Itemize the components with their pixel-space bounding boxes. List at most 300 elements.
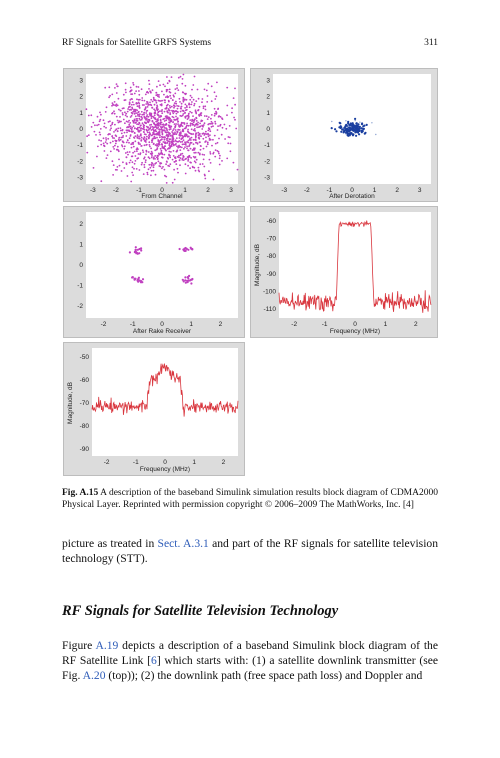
data-point: [106, 106, 108, 108]
data-point: [146, 139, 148, 141]
data-point: [175, 123, 177, 125]
data-point: [364, 133, 366, 135]
data-point: [118, 150, 120, 152]
data-point: [125, 99, 127, 101]
data-point: [235, 128, 237, 130]
data-point: [165, 108, 167, 110]
data-point: [218, 138, 220, 140]
data-point: [162, 134, 164, 136]
data-point: [152, 89, 154, 91]
data-point: [113, 148, 115, 150]
data-point: [126, 127, 128, 129]
data-point: [170, 126, 172, 128]
data-point: [173, 169, 175, 171]
data-point: [168, 101, 170, 103]
data-point: [185, 93, 187, 95]
data-point: [137, 105, 139, 107]
data-point: [132, 166, 134, 168]
data-point: [215, 113, 217, 115]
data-point: [121, 144, 123, 146]
data-point: [141, 139, 143, 141]
data-point: [357, 123, 359, 125]
data-point: [187, 129, 189, 131]
data-point: [129, 162, 131, 164]
data-point: [189, 279, 191, 281]
data-point: [188, 113, 190, 115]
data-point: [175, 139, 177, 141]
data-point: [191, 97, 193, 99]
figure-link[interactable]: A.19: [95, 639, 119, 652]
data-point: [180, 132, 182, 134]
data-point: [121, 170, 123, 172]
data-point: [194, 128, 196, 130]
paragraph-2: Figure A.19 depicts a description of a baseband Simulink block diagram of the RF Satellite Link [6] which starts with: (1) a satellite downlink transmitter (see Fig. A.20 (top)); (2) the downlink path (free space path loss) and Doppler and: [62, 639, 439, 682]
data-point: [181, 123, 183, 125]
panel-from-channel: [63, 68, 245, 202]
data-point: [125, 82, 127, 84]
data-point: [153, 99, 155, 101]
data-point: [174, 179, 176, 181]
data-point: [179, 160, 181, 162]
data-point: [148, 136, 150, 138]
data-point: [132, 152, 134, 154]
data-point: [338, 126, 340, 128]
data-point: [157, 94, 159, 96]
data-point: [130, 87, 132, 89]
data-point: [120, 130, 122, 132]
data-point: [117, 149, 119, 151]
x-tick-label: 1: [383, 321, 388, 328]
data-point: [214, 98, 216, 100]
data-point: [138, 86, 140, 88]
data-point: [182, 249, 184, 251]
data-point: [107, 134, 109, 136]
data-point: [193, 167, 195, 169]
data-point: [165, 96, 167, 98]
data-point: [126, 142, 128, 144]
data-point: [179, 164, 181, 166]
data-point: [103, 119, 105, 121]
x-tick-label: 0: [160, 321, 164, 328]
data-point: [143, 127, 145, 129]
x-tick-label: 2: [206, 187, 210, 194]
x-axis-label: From Channel: [141, 193, 183, 200]
data-point: [193, 152, 195, 154]
caption-text: A description of the baseband Simulink simulation results block diagram of CDMA2000 Physical Layer. Reprinted with permission copyright © 2006–2009 The MathWorks, Inc. [4]: [62, 488, 438, 510]
data-point: [122, 108, 124, 110]
data-point: [140, 130, 142, 132]
data-point: [145, 161, 147, 163]
data-point: [168, 151, 170, 153]
data-point: [134, 119, 136, 121]
y-axis-label: Magnitude, dB: [254, 244, 261, 286]
data-point: [215, 143, 217, 145]
data-point: [194, 76, 196, 78]
page-number: 311: [424, 38, 438, 48]
data-point: [145, 112, 147, 114]
data-point: [190, 95, 192, 97]
data-point: [133, 104, 135, 106]
data-point: [186, 105, 188, 107]
data-point: [130, 116, 132, 118]
data-point: [176, 110, 178, 112]
data-point: [177, 123, 179, 125]
data-point: [128, 124, 130, 126]
data-point: [182, 99, 184, 101]
data-point: [138, 277, 140, 279]
data-point: [175, 101, 177, 103]
data-point: [170, 97, 172, 99]
data-point: [214, 156, 216, 158]
data-point: [129, 251, 131, 253]
data-point: [136, 136, 138, 138]
data-point: [198, 138, 200, 140]
data-point: [197, 122, 199, 124]
data-point: [207, 95, 209, 97]
data-point: [116, 85, 118, 87]
data-point: [118, 159, 120, 161]
data-point: [106, 157, 108, 159]
data-point: [166, 161, 168, 163]
y-tick-label: 3: [266, 77, 270, 85]
data-point: [130, 160, 132, 162]
data-point: [151, 126, 153, 128]
data-point: [119, 165, 121, 167]
data-point: [229, 125, 231, 127]
data-point: [192, 115, 194, 117]
data-point: [191, 278, 193, 280]
data-point: [108, 86, 110, 88]
data-point: [197, 124, 199, 126]
data-point: [176, 145, 178, 147]
plot-area: [86, 212, 238, 318]
data-point: [140, 124, 142, 126]
data-point: [174, 93, 176, 95]
data-point: [125, 92, 127, 94]
data-point: [175, 125, 177, 127]
data-point: [362, 125, 364, 127]
data-point: [214, 108, 216, 110]
data-point: [360, 130, 362, 132]
y-tick-label: 1: [266, 109, 270, 117]
data-point: [151, 157, 153, 159]
data-point: [163, 84, 165, 86]
data-point: [226, 87, 228, 89]
data-point: [159, 144, 161, 146]
data-point: [108, 96, 110, 98]
data-point: [158, 116, 160, 118]
data-point: [208, 123, 210, 125]
data-point: [186, 99, 188, 101]
data-point: [170, 151, 172, 153]
data-point: [173, 96, 175, 98]
data-point: [206, 115, 208, 117]
data-point: [149, 167, 151, 169]
data-point: [135, 115, 137, 117]
data-point: [177, 111, 179, 113]
data-point: [175, 143, 177, 145]
data-point: [119, 116, 121, 118]
data-point: [209, 151, 211, 153]
data-point: [112, 137, 114, 139]
data-point: [115, 143, 117, 145]
y-tick-label: -80: [266, 253, 276, 261]
data-point: [132, 161, 134, 163]
data-point: [135, 246, 137, 248]
running-title: RF Signals for Satellite GRFS Systems: [62, 38, 212, 48]
data-point: [103, 145, 105, 147]
data-point: [132, 108, 134, 110]
y-tick-label: 0: [79, 262, 83, 269]
data-point: [164, 124, 166, 126]
data-point: [217, 129, 219, 131]
data-point: [195, 138, 197, 140]
data-point: [204, 89, 206, 91]
data-point: [132, 276, 134, 278]
data-point: [146, 101, 148, 103]
data-point: [141, 137, 143, 139]
x-axis-label: Frequency (MHz): [139, 466, 191, 473]
data-point: [153, 156, 155, 158]
y-tick-label: -50: [79, 354, 89, 362]
data-point: [172, 159, 174, 161]
figure-link[interactable]: A.20: [82, 669, 106, 682]
data-point: [350, 125, 352, 127]
data-point: [200, 125, 202, 127]
x-tick-label: 2: [395, 187, 399, 194]
data-point: [157, 127, 159, 129]
data-point: [126, 116, 128, 118]
x-tick-label: -1: [321, 321, 328, 328]
data-point: [136, 150, 138, 152]
data-point: [200, 120, 202, 122]
data-point: [171, 144, 173, 146]
data-point: [174, 123, 176, 125]
data-point: [148, 116, 150, 118]
data-point: [182, 110, 184, 112]
data-point: [121, 137, 123, 139]
data-point: [195, 136, 197, 138]
data-point: [158, 100, 160, 102]
data-point: [99, 132, 101, 134]
data-point: [142, 149, 144, 151]
data-point: [148, 119, 150, 121]
x-axis-label: After Derotation: [329, 193, 375, 200]
data-point: [198, 126, 200, 128]
x-tick-label: -2: [113, 187, 119, 194]
data-point: [167, 111, 169, 113]
data-point: [145, 94, 147, 96]
data-point: [361, 127, 363, 129]
data-point: [146, 172, 148, 174]
data-point: [193, 139, 195, 141]
data-point: [192, 149, 194, 151]
data-point: [162, 146, 164, 148]
data-point: [226, 158, 228, 160]
data-point: [177, 172, 179, 174]
data-point: [134, 128, 136, 130]
data-point: [151, 113, 153, 115]
data-point: [146, 110, 148, 112]
x-tick-label: 2: [218, 321, 223, 328]
data-point: [145, 106, 147, 108]
data-point: [182, 91, 184, 93]
data-point: [366, 124, 368, 126]
data-point: [134, 163, 136, 165]
data-point: [132, 82, 134, 84]
panel-spectrum-1: [250, 206, 438, 338]
data-point: [161, 91, 163, 93]
data-point: [100, 140, 102, 142]
data-point: [156, 137, 158, 139]
data-point: [151, 129, 153, 131]
data-point: [154, 111, 156, 113]
data-point: [231, 107, 233, 109]
data-point: [129, 122, 131, 124]
x-tick-label: -2: [103, 459, 110, 466]
x-tick-label: 3: [229, 187, 233, 194]
data-point: [155, 131, 157, 133]
data-point: [164, 130, 166, 132]
data-point: [183, 148, 185, 150]
data-point: [153, 126, 155, 128]
data-point: [187, 118, 189, 120]
data-point: [203, 166, 205, 168]
data-point: [193, 148, 195, 150]
data-point: [197, 143, 199, 145]
data-point: [198, 109, 200, 111]
data-point: [167, 82, 169, 84]
data-point: [331, 127, 333, 129]
data-point: [345, 120, 346, 121]
data-point: [97, 146, 99, 148]
data-point: [139, 115, 141, 117]
data-point: [112, 146, 114, 148]
data-point: [210, 153, 212, 155]
figure-caption: [62, 488, 438, 511]
data-point: [147, 104, 149, 106]
data-point: [205, 133, 207, 135]
data-point: [110, 151, 112, 153]
y-axis-label: Magnitude, dB: [67, 382, 74, 424]
data-point: [112, 160, 114, 162]
data-point: [165, 127, 167, 129]
data-point: [169, 95, 171, 97]
x-tick-label: -1: [136, 187, 142, 194]
data-point: [128, 142, 130, 144]
data-point: [189, 143, 191, 145]
y-tick-label: -80: [79, 423, 89, 431]
data-point: [150, 99, 152, 101]
section-link[interactable]: Sect. A.3.1: [157, 537, 209, 550]
data-point: [132, 174, 134, 176]
data-point: [164, 85, 166, 87]
data-point: [176, 119, 178, 121]
data-point: [162, 157, 164, 159]
data-point: [234, 119, 236, 121]
data-point: [219, 155, 221, 157]
data-point: [163, 94, 165, 96]
data-point: [160, 126, 162, 128]
data-point: [212, 153, 214, 155]
data-point: [211, 123, 213, 125]
data-point: [203, 154, 205, 156]
data-point: [217, 150, 219, 152]
data-point: [138, 90, 140, 92]
data-point: [173, 138, 175, 140]
data-point: [148, 88, 150, 90]
data-point: [128, 120, 130, 122]
data-point: [228, 136, 230, 138]
data-point: [164, 136, 166, 138]
data-point: [199, 123, 201, 125]
data-point: [140, 134, 142, 136]
data-point: [153, 143, 155, 145]
data-point: [186, 146, 188, 148]
data-point: [225, 128, 227, 130]
data-point: [217, 108, 219, 110]
data-point: [156, 143, 158, 145]
data-point: [151, 165, 153, 167]
data-point: [148, 164, 150, 166]
data-point: [175, 116, 177, 118]
data-point: [129, 109, 131, 111]
data-point: [340, 126, 342, 128]
data-point: [194, 118, 196, 120]
data-point: [224, 124, 226, 126]
y-tick-label: -60: [79, 377, 89, 385]
data-point: [159, 129, 161, 131]
data-point: [114, 113, 116, 115]
data-point: [207, 133, 209, 135]
data-point: [138, 153, 140, 155]
data-point: [151, 151, 153, 153]
x-tick-label: -2: [291, 321, 298, 328]
data-point: [189, 125, 191, 127]
data-point: [136, 158, 138, 160]
y-tick-label: 1: [79, 241, 83, 249]
data-point: [211, 100, 213, 102]
data-point: [193, 120, 195, 122]
data-point: [348, 126, 349, 127]
data-point: [155, 126, 157, 128]
x-axis-label: After Rake Receiver: [132, 328, 192, 335]
data-point: [204, 122, 206, 124]
data-point: [173, 105, 175, 107]
data-point: [132, 142, 134, 144]
data-point: [150, 115, 152, 117]
data-point: [221, 160, 223, 162]
data-point: [130, 135, 132, 137]
data-point: [194, 130, 196, 132]
data-point: [90, 114, 92, 116]
y-tick-label: 2: [266, 93, 270, 101]
data-point: [173, 117, 175, 119]
citation-link[interactable]: 6: [151, 654, 157, 667]
x-tick-label: 1: [192, 459, 197, 466]
data-point: [154, 134, 156, 136]
data-point: [188, 275, 190, 277]
data-point: [148, 80, 150, 82]
data-point: [94, 124, 96, 126]
data-point: [141, 88, 143, 90]
data-point: [141, 111, 143, 113]
data-point: [151, 162, 153, 164]
data-point: [173, 150, 175, 152]
data-point: [139, 169, 141, 171]
data-point: [230, 143, 232, 145]
data-point: [117, 166, 119, 168]
